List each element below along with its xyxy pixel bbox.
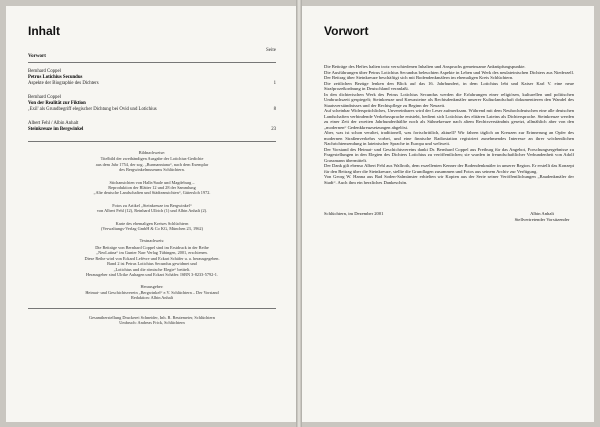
toc-title: Von der Realität zur Fiktion bbox=[28, 101, 86, 106]
toc-page: 1 bbox=[273, 81, 276, 86]
place-date: Schlüchtern, im Dezember 2001 bbox=[324, 211, 384, 216]
credits-line: „Lotichius und die römische Elegie“ betitelt. bbox=[113, 266, 191, 272]
credits-line: Band 2 ist Petrus Lotichius Secundus gewidmet und bbox=[107, 261, 197, 267]
foreword-paragraph: Der Dank gilt ebenso Albert Fehl aus Wallroth, dem exzellenten Kenner der Bodendenkmäler in unserer Region. Er erstellt das Konzept für den Beitrag über die Steinkreuze, stellte die Grundlagen zusammen und Fotos aus seinem Archiv zur Verfügung. bbox=[324, 163, 574, 174]
foreword-paragraph: Die Beiträge des Heftes halten trotz verschiedenen Inhalten und Anspruchs gemeinsame Anknüpfungspunkte. bbox=[324, 64, 526, 69]
credits-line: Karte des ehemaligen Kreises Schlüchtern bbox=[115, 220, 189, 226]
publisher-info bbox=[28, 284, 276, 300]
left-page bbox=[6, 6, 296, 422]
foreword-paragraph: Von Georg W. Hanna aus Bad Soden-Salmünster erhielten wir Kopien aus der Serie seiner Veröffentlichungen „Baudenkmäler der Stadt“. Auch ihm ein herzliches Dankeschön. bbox=[324, 174, 574, 185]
toc-entry bbox=[28, 95, 276, 113]
page-column-label: Seite bbox=[266, 48, 276, 53]
right-page bbox=[302, 6, 594, 422]
publisher-line: Herausgeber: bbox=[140, 284, 164, 290]
credits-heading: Bildnachweise: bbox=[138, 150, 166, 155]
credits-block bbox=[28, 180, 276, 196]
toc-author: Bernhard Coppel bbox=[28, 95, 61, 100]
credits-section bbox=[28, 141, 276, 301]
foreword-paragraph: In den dichterischen Werk des Petrus Lotichius Secundus werden die Erfahrungen einer religiösen, kulturellen und politischen Umbruchszeit gespiegelt; Steinkreuze und Kreuzsteine als Rechtsdenkmäler unserer Kulturlandschaft dokumentieren den Wandel des Staatsverständnisses und der Rechtspflege zu Beginn der Neuzeit. bbox=[324, 91, 574, 108]
imprint-footer bbox=[28, 308, 276, 326]
credits-line: Diese Reihe wird von Eckard Lefèvre und Eckart Schäfer u. a. herausgegeben. bbox=[84, 255, 220, 261]
toc-entry bbox=[28, 121, 276, 133]
signature-name: Albin Anhalt bbox=[530, 211, 554, 216]
publisher-line: Heimat- und Geschichtsverein „Bergwinkel“ e.V. Schlüchtern – Der Vorstand bbox=[85, 289, 219, 295]
publisher-line: Redaktion: Albin Anhalt bbox=[130, 295, 173, 301]
signature-role: Stellvertretender Vorsitzender bbox=[514, 216, 570, 222]
credits-heading: Textnachweis: bbox=[139, 238, 165, 244]
image-credits bbox=[28, 150, 276, 231]
credits-line: „Alte deutsche Landschaften und Städteansichten“, Gütersloh 1972. bbox=[93, 190, 211, 196]
credits-block bbox=[28, 221, 276, 232]
credits-line: „NeoLatina“ im Gunter Narr Verlag Tübingen, 2001, erschienen. bbox=[96, 250, 208, 256]
credits-line: Titelbild der zweibändigen Ausgabe der Lotichius-Gedichte bbox=[100, 156, 204, 162]
page-title: Inhalt bbox=[28, 24, 60, 38]
credits-line: aus dem Jahr 1754, der sog. „Burmanniana“, nach dem Exemplar bbox=[95, 161, 209, 167]
text-credits-lines bbox=[28, 245, 276, 277]
foreword-paragraph: Der Vorstand des Heimat- und Geschichtsvereins dankt Dr. Bernhard Coppel aus Freiburg für das Angebot, Forschungsergebnisse zu Fragestellungen in den Elegien des Dichters Lotichius zu veröffentlichen; sie wurden in freundschaftlicher Verbundenheit von Adolf Grassmann übermittelt. bbox=[324, 146, 574, 163]
credits-line: Die Beiträge von Bernhard Coppel sind im Erstdruck in der Reihe bbox=[95, 244, 209, 250]
page-title: Vorwort bbox=[324, 24, 369, 38]
foreword-paragraph: Auf scheinbar Widersprüchliches, Unvereinbares wird der Leser aufmerksam. Während mit dem Neuhochdeutschen eine alle deutschen Landschaften verbindende Verkehrssprache entsteht, bedient sich Lotichius des elitären Lateins als Dichtersprache. Steinkreuze werden zu einer Zeit der zweiten Jahrhunderthälfte noch als Sühnekreuze nach altem Rechtsverständnis gesetzt, allmählich aber von den „modernen“ Gedenkkreuzsetzungen abgelöst. bbox=[324, 108, 574, 130]
toc-entry bbox=[28, 69, 276, 87]
toc-subtitle: ‚Exil' als Grundbegriff elegischer Dichtung bei Ovid und Lotichius bbox=[28, 107, 157, 112]
credits-line: Stichansichten von Halle/Saale und Magdeburg – bbox=[109, 179, 195, 185]
toc-title: Petrus Lotichius Secundus bbox=[28, 75, 83, 80]
credits-line: (Verwaltungs-Verlag GmbH & Co KG, München 23, 1962) bbox=[100, 226, 204, 232]
credits-line: Reproduktion der Blätter 12 und 28 der Sammlung bbox=[108, 185, 196, 191]
foreword-body bbox=[324, 64, 574, 185]
signature-block bbox=[324, 211, 574, 222]
credits-block bbox=[28, 150, 276, 173]
toc-section-vorwort: Vorwort bbox=[28, 54, 46, 59]
toc-page: 23 bbox=[271, 127, 276, 132]
credits-line: von Albert Fehl (12), Reinhard Ullrich (1) und Albin Anhalt (2). bbox=[96, 208, 208, 214]
toc-subtitle: Aspekte der Biographie des Dichters bbox=[28, 81, 99, 86]
credits-line: Fotos zu Artikel „Steinkreuze im Bergwinkel“ bbox=[112, 202, 192, 208]
text-credits bbox=[28, 238, 276, 300]
footer-line: Umbruch: Andreas Frick, Schlüchtern bbox=[119, 319, 185, 325]
credits-block bbox=[28, 203, 276, 214]
toc-author: Albert Fehl / Albin Anhalt bbox=[28, 121, 79, 126]
credits-line: des Bergwinkelmuseums Schlüchtern. bbox=[119, 167, 185, 173]
toc-author: Bernhard Coppel bbox=[28, 69, 61, 74]
foreword-paragraph: Aber, was ist schon veraltet, traditionell, was fortschrittlich, aktuell? Wir fahren täglich an Kreuzen zur Erinnerung an Opfer des modernen Straßenverkehrs vorbei, und eine finnische Radiostation registriert zunehmendes Interesse an ihrer wöchentlichen Nachrichtensendung in lateinischer Sprache in Europa und weltweit. bbox=[324, 130, 574, 146]
toc-page: 8 bbox=[273, 107, 276, 112]
foreword-paragraph: Die zeitlichen Bezüge lenken den Blick auf das 16. Jahrhundert, in dem Lotichius lebt und Kaiser Karl V. eine neue Strafprozeßordnung in Deutschland veranlaßt. bbox=[324, 80, 574, 91]
toc-title: Steinkreuze im Bergwinkel bbox=[28, 127, 84, 132]
foreword-paragraph: Die Ausführungen über Petrus Lotichius Secundus beleuchten Aspekte in Leben und Werk des neulateinischen Dichters aus Niederzell. Der Beitrag über Steinkreuze beschäftigt sich mit Bodendenkmälern im ehemaligen Kreis Schlüchtern. bbox=[324, 69, 574, 80]
footer-line: Gesamtherstellung Druckerei Schneider, Inh. R. Reutemeier, Schlüchtern bbox=[89, 314, 215, 320]
divider bbox=[28, 62, 276, 63]
credits-line: Herausgeber sind Ulrike Auhagen und Eckart Schäfer. ISBN 3-8233-5792-1. bbox=[86, 271, 218, 277]
